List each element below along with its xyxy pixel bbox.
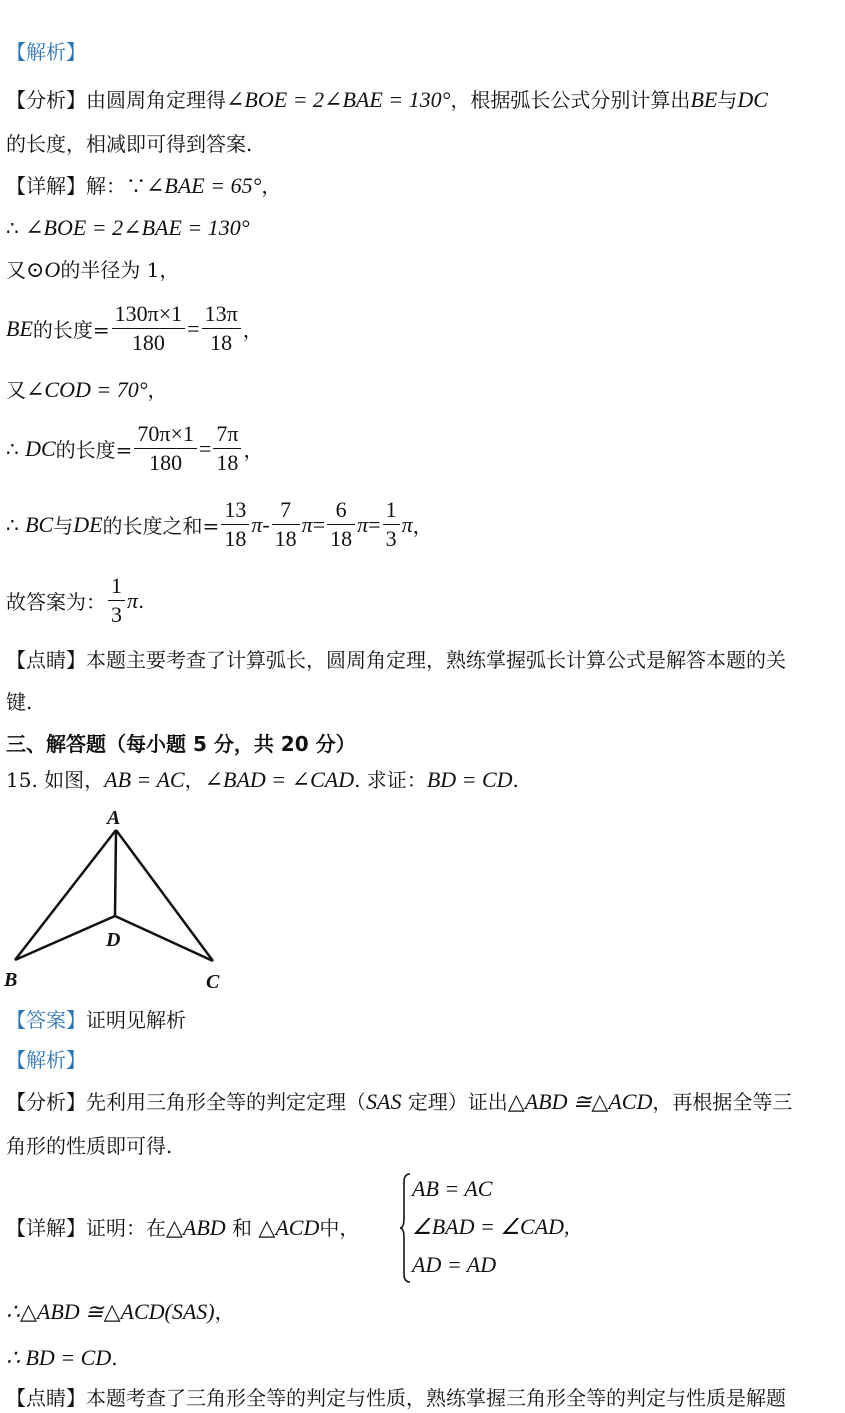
q15-conclusion-2 <box>6 1344 118 1372</box>
xiangjie-paragraph <box>6 172 281 200</box>
length-text: 的长度= <box>32 318 110 342</box>
fenxi-tag: 【分析】 <box>6 88 86 112</box>
arc-dc: DC <box>737 87 768 112</box>
fraction-numerator: 70π×1 <box>134 420 197 449</box>
q15-statement <box>6 766 519 794</box>
system-eq-1: AB = AC <box>412 1176 493 1201</box>
goal-equation: BD = CD <box>426 767 513 792</box>
step-dc-length <box>6 420 263 477</box>
dianjing-text: 本题主要考查了计算弧长，圆周角定理，熟练掌握弧长计算公式是解答本题的关 <box>86 648 786 672</box>
sas-label: SAS <box>366 1089 402 1114</box>
fraction-denominator: 180 <box>149 450 183 475</box>
therefore-symbol: ∴ <box>6 436 19 461</box>
segment-ac <box>116 830 213 961</box>
fenxi-text-3: ，再根据全等三 <box>652 1090 793 1114</box>
dianjing-text: 本题考查了三角形全等的判定与性质，熟练掌握三角形全等的判定与性质是解题 <box>86 1386 786 1410</box>
q15-jiexi-tag: 【解析】 <box>6 1048 86 1072</box>
step-boe <box>6 214 250 242</box>
comma: ， <box>214 1300 235 1324</box>
equals-sign: = <box>187 315 200 341</box>
qiuzheng-text: . 求证： <box>354 768 427 792</box>
step-sum <box>6 496 433 553</box>
daan-line <box>6 1006 186 1034</box>
separator: ， <box>184 768 205 792</box>
comma: ， <box>412 514 433 538</box>
fraction-numerator: 7 <box>272 496 300 525</box>
zhong-text: 中， <box>319 1216 360 1240</box>
step-radius <box>6 256 179 284</box>
dianjing-line2: 键. <box>6 690 33 714</box>
fraction-be <box>112 300 186 357</box>
therefore-symbol: ∴ <box>6 512 19 537</box>
fenxi-tag: 【分析】 <box>6 1090 86 1114</box>
step-be-length <box>6 300 263 357</box>
fraction-denominator: 3 <box>385 526 397 551</box>
segment-ad <box>115 830 116 916</box>
given-angle: ∠BAE = 65° <box>146 173 262 198</box>
circle-o: ⊙O <box>26 257 61 282</box>
equals-sign: = <box>312 511 326 537</box>
comma: ， <box>261 174 282 198</box>
comma: ， <box>243 438 264 462</box>
equals-sign: = <box>198 435 212 461</box>
comma: ， <box>147 378 168 402</box>
label-c: C <box>206 971 220 993</box>
dianjing-tag: 【点睛】 <box>6 648 86 672</box>
fenxi-equation: ∠BOE = 2∠BAE = 130° <box>226 87 451 112</box>
yu-text: 与 <box>53 514 74 538</box>
final-conclusion: ∴ BD = CD <box>6 1345 112 1370</box>
fenxi-line2: 的长度，相减即可得到答案. <box>6 132 253 156</box>
dianjing-tag: 【点睛】 <box>6 1386 86 1410</box>
fenxi-text-1: 先利用三角形全等的判定定理（ <box>86 1090 366 1114</box>
q15-number: 15. 如图， <box>6 768 105 792</box>
fraction-dc-result <box>213 420 241 477</box>
fraction-be-result <box>202 300 241 357</box>
period: . <box>138 588 145 613</box>
label-d: D <box>106 929 121 951</box>
answer-text: 故答案为： <box>6 590 106 614</box>
fraction-denominator: 180 <box>131 330 165 355</box>
arc-be-label: BE <box>6 315 33 341</box>
arc-de-label: DE <box>73 511 103 537</box>
fraction-numerator: 1 <box>383 496 400 525</box>
fraction-numerator: 13π <box>202 300 241 329</box>
fenxi-text-2: ，根据弧长公式分别计算出 <box>450 88 691 112</box>
triangle-acd: △ACD <box>258 1215 320 1240</box>
fraction-numerator: 7π <box>213 420 241 449</box>
fraction-numerator: 1 <box>108 572 125 601</box>
fraction-denominator: 18 <box>274 526 297 551</box>
arc-be: BE <box>690 87 718 112</box>
fraction-denominator: 18 <box>210 330 233 355</box>
xiangjie-tag: 【详解】 <box>6 1216 86 1240</box>
fraction-13-18 <box>221 496 249 553</box>
congruence: △ABD ≅△ACD <box>507 1089 653 1114</box>
period: . <box>512 768 519 792</box>
xiangjie-text: 证明：在 <box>86 1216 166 1240</box>
condition-2: ∠BAD = ∠CAD <box>204 767 355 792</box>
xiangjie-text: 解：∵ <box>86 174 146 198</box>
pi-symbol: π <box>357 511 369 537</box>
q15-xiangjie-paragraph <box>6 1214 359 1242</box>
section-heading: 三、解答题（每小题 5 分，共 20 分） <box>6 732 356 756</box>
condition-1: AB = AC <box>104 767 185 792</box>
system-eq-2: ∠BAD = ∠CAD, <box>412 1214 570 1239</box>
q15-conclusion-1 <box>6 1298 235 1326</box>
fraction-denominator: 18 <box>330 526 353 551</box>
radius-text: 的半径为 1， <box>60 258 180 282</box>
period: . <box>111 1346 118 1370</box>
boe-equation: ∠BOE = 2∠BAE = 130° <box>25 215 250 240</box>
answer-line <box>6 572 144 629</box>
answer-fraction <box>108 572 125 629</box>
left-brace-icon <box>400 1172 412 1284</box>
pi-symbol: π <box>301 511 313 537</box>
cod-equation: ∠COD = 70° <box>26 377 148 402</box>
daan-tag: 【答案】 <box>6 1008 86 1032</box>
arc-dc-label: DC <box>25 435 56 461</box>
fenxi-yu: 与 <box>717 88 738 112</box>
fraction-dc <box>134 420 197 477</box>
sum-text: 的长度之和= <box>102 514 220 538</box>
label-a: A <box>107 807 121 829</box>
fenxi-text-1: 由圆周角定理得 <box>86 88 226 112</box>
you-text: 又 <box>6 258 26 282</box>
pi-symbol: π <box>251 511 263 537</box>
comma: ， <box>242 318 263 342</box>
minus-sign: - <box>262 511 270 537</box>
fenxi-text-2: 定理）证出 <box>401 1090 508 1114</box>
q15-fenxi-line2: 角形的性质即可得. <box>6 1134 173 1158</box>
equals-sign: = <box>368 511 381 537</box>
dianjing-paragraph <box>6 646 786 674</box>
triangle-abd: △ABD <box>166 1215 226 1240</box>
fraction-1-3 <box>383 496 400 553</box>
fraction-denominator: 18 <box>224 526 247 551</box>
fraction-numerator: 130π×1 <box>112 300 186 329</box>
pi-symbol: π <box>401 511 413 537</box>
segment-bd <box>15 916 115 960</box>
segment-cd <box>115 916 213 961</box>
fraction-numerator: 6 <box>327 496 355 525</box>
fraction-denominator: 18 <box>216 450 239 475</box>
fraction-6-18 <box>327 496 355 553</box>
length-text: 的长度= <box>55 438 133 462</box>
xiangjie-tag: 【详解】 <box>6 174 86 198</box>
therefore-symbol: ∴ <box>6 216 19 240</box>
arc-bc-label: BC <box>25 511 54 537</box>
daan-text: 证明见解析 <box>86 1008 186 1032</box>
fraction-denominator: 3 <box>111 602 122 627</box>
segment-ab <box>15 830 116 960</box>
congruence-conclusion: ∴△ABD ≅△ACD(SAS) <box>6 1299 215 1324</box>
q15-fenxi-paragraph <box>6 1088 792 1116</box>
he-text: 和 <box>232 1216 253 1240</box>
label-b: B <box>4 969 18 991</box>
system-eq-3: AD = AD <box>412 1252 497 1277</box>
triangle-figure <box>0 800 240 1000</box>
fraction-7-18 <box>272 496 300 553</box>
jiexi-tag: 【解析】 <box>6 40 86 64</box>
fraction-numerator: 13 <box>221 496 249 525</box>
fenxi-paragraph <box>6 86 768 114</box>
q15-dianjing-paragraph <box>6 1384 786 1412</box>
step-cod <box>6 376 168 404</box>
pi-symbol: π <box>127 587 139 613</box>
you-text: 又 <box>6 378 26 402</box>
